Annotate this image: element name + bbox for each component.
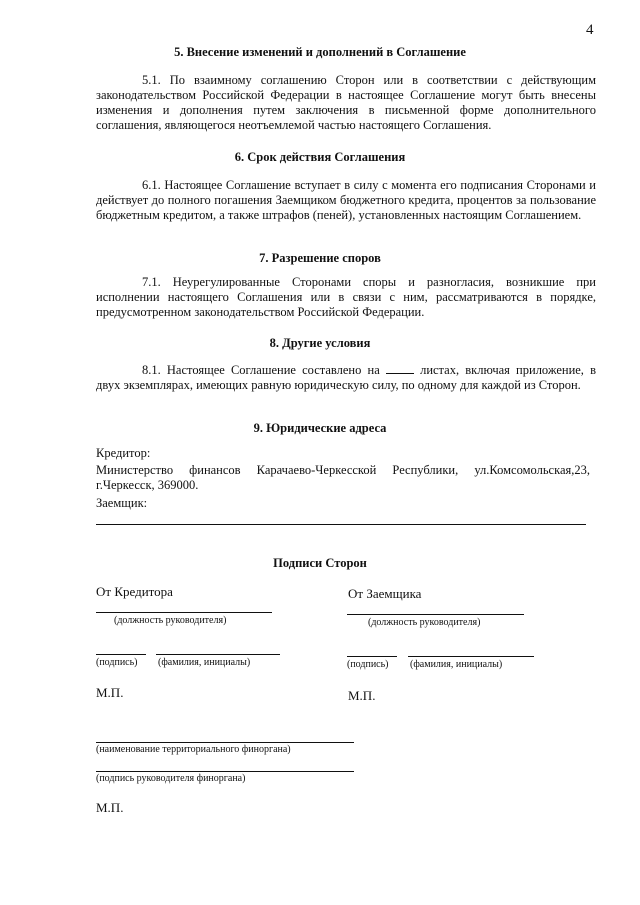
section-7-heading: 7. Разрешение споров [259,251,381,265]
section-5-text: 5.1. По взаимному соглашению Сторон или в соответствии с действующим законодательством Российской Федерации в настоящее Соглашение могут быть внесены изменения и дополнения путем заключения в письменной форме дополнительного соглашения, являющегося неотъемлемой частью настоящего Соглашения. [96,73,596,132]
section-9-heading: 9. Юридические адреса [253,421,387,435]
borrower-signature-caption: (подпись) [347,659,389,670]
from-borrower-label: От Заемщика [348,586,422,601]
creditor-label: Кредитор: [96,446,151,460]
borrower-position-caption: (должность руководителя) [368,617,481,628]
creditor-address: Министерство финансов Карачаево-Черкесской Республики, ул.Комсомольская,23, г.Черкесск, 369000. [96,463,590,492]
section-6-heading: 6. Срок действия Соглашения [234,150,406,164]
section-8-text-end: листах, включая приложение, в двух экземплярах, имеющих равную юридическую силу, по одному для каждой из Сторон. [96,363,596,392]
signatures-title: Подписи Сторон [273,556,367,570]
borrower-name-line [408,656,534,657]
section-5-heading: 5. Внесение изменений и дополнений в Соглашение [174,45,466,59]
creditor-position-line [96,612,272,613]
fin-head-line [96,771,354,772]
creditor-name-line [156,654,280,655]
sheet-count-blank [386,362,414,374]
fin-org-stamp: М.П. [96,800,124,815]
section-8-text [96,362,596,393]
page-number: 4 [586,22,594,38]
borrower-label: Заемщик: [96,496,148,510]
from-creditor-label: От Кредитора [96,584,173,599]
borrower-address-line [96,524,586,525]
creditor-signature-caption: (подпись) [96,657,138,668]
section-7-text: 7.1. Неурегулированные Сторонами споры и разногласия, возникшие при исполнении настоящего Соглашения или в связи с ним, рассматриваются в порядке, предусмотренном законодательством Российской Федерации. [96,275,596,319]
creditor-name-caption: (фамилия, инициалы) [158,657,251,668]
creditor-position-caption: (должность руководителя) [114,615,227,626]
borrower-stamp: М.П. [348,688,376,703]
borrower-name-caption: (фамилия, инициалы) [410,659,503,670]
fin-org-line [96,742,354,743]
section-8-heading: 8. Другие условия [269,336,371,350]
section-6-text: 6.1. Настоящее Соглашение вступает в силу с момента его подписания Сторонами и действует до полного погашения Заемщиком бюджетного кредита, процентов за пользование бюджетным кредитом, а также штрафов (пеней), установленных настоящим Соглашением. [96,178,596,222]
fin-org-caption: (наименование территориального финоргана) [96,744,291,755]
creditor-stamp: М.П. [96,685,124,700]
borrower-position-line [347,614,524,615]
borrower-signature-line [347,656,397,657]
fin-head-caption: (подпись руководителя финоргана) [96,773,246,784]
creditor-signature-line [96,654,146,655]
section-8-text-start: 8.1. Настоящее Соглашение составлено на [142,363,380,377]
